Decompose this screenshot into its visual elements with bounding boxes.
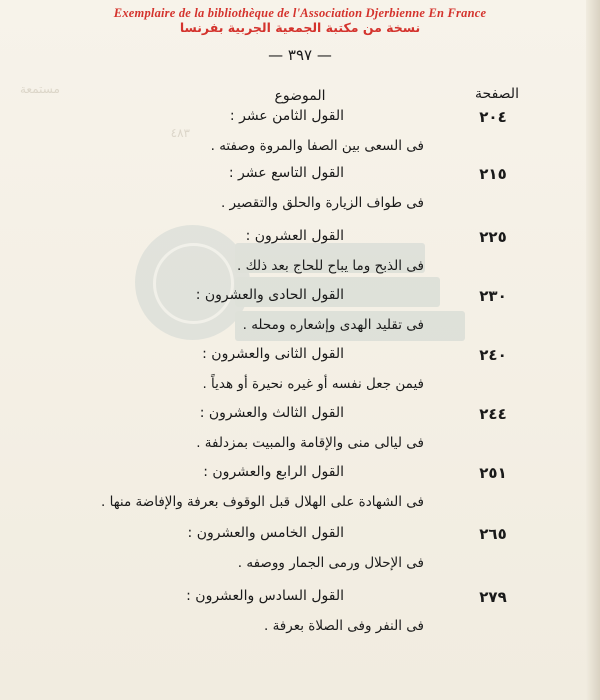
- toc-entry-heading: القول السادس والعشرون :: [186, 588, 344, 604]
- column-header-page: الصفحة: [475, 86, 519, 102]
- toc-page-number: ٢٦٥: [479, 525, 507, 543]
- toc-entry-heading: القول الرابع والعشرون :: [203, 464, 344, 480]
- toc-entry-heading: القول العشرون :: [245, 228, 344, 244]
- toc-page-number: ٢٧٩: [479, 588, 507, 606]
- page-edge-shadow: [586, 0, 600, 700]
- toc-entry-heading: القول الثامن عشر :: [229, 108, 344, 124]
- toc-entry-description: فى السعى بين الصفا والمروة وصفته .: [210, 138, 424, 154]
- toc-entry-heading: القول الخامس والعشرون :: [187, 525, 344, 541]
- toc-page-number: ٢٠٤: [479, 108, 507, 126]
- toc-entry-description: فى تقليد الهدى وإشعاره ومحله .: [242, 317, 424, 333]
- toc-page-number: ٢٤٠: [479, 346, 507, 364]
- toc-entry-description: فى الذبح وما يباح للحاج بعد ذلك .: [237, 258, 424, 274]
- toc-entry-description: فى الشهادة على الهلال قبل الوقوف بعرفة والإفاضة منها .: [101, 494, 424, 510]
- toc-page-number: ٢٢٥: [479, 228, 507, 246]
- bleed-through-line-2: ٤٨٣: [170, 126, 190, 140]
- toc-entry-heading: القول الثالث والعشرون :: [199, 405, 344, 421]
- toc-entry-description: فى النفر وفى الصلاة بعرفة .: [263, 618, 424, 634]
- toc-entry-heading: القول التاسع عشر :: [228, 165, 344, 181]
- toc-page-number: ٢١٥: [479, 165, 507, 183]
- bleed-through-line-1: مستمعة: [20, 82, 60, 96]
- library-header-arabic: نسخة من مكتبة الجمعية الجربية بفرنسا: [179, 20, 421, 35]
- column-header-topic: الموضوع: [274, 88, 326, 104]
- toc-entry-description: فى ليالى منى والإقامة والمبيت بمزدلفة .: [196, 435, 424, 451]
- toc-entry-heading: القول الحادى والعشرون :: [195, 287, 344, 303]
- library-header-french: Exemplaire de la bibliothèque de l'Association Djerbienne En France: [113, 6, 487, 20]
- toc-page-number: ٢٥١: [479, 464, 507, 482]
- toc-page-number: ٢٤٤: [479, 405, 507, 423]
- toc-entry-description: فى الإحلال ورمى الجمار ووصفه .: [237, 555, 424, 571]
- watermark-emblem-icon: [135, 225, 250, 340]
- toc-entry-heading: القول الثانى والعشرون :: [202, 346, 344, 362]
- bleed-through-text: [20, 82, 190, 140]
- toc-entry-description: فيمن جعل نفسه أو غيره نحيرة أو هدياً .: [202, 376, 424, 392]
- toc-entry-description: فى طواف الزيارة والحلق والتقصير .: [220, 195, 424, 211]
- toc-page-number: ٢٣٠: [479, 287, 507, 305]
- page-number: — ٣٩٧ —: [268, 46, 332, 64]
